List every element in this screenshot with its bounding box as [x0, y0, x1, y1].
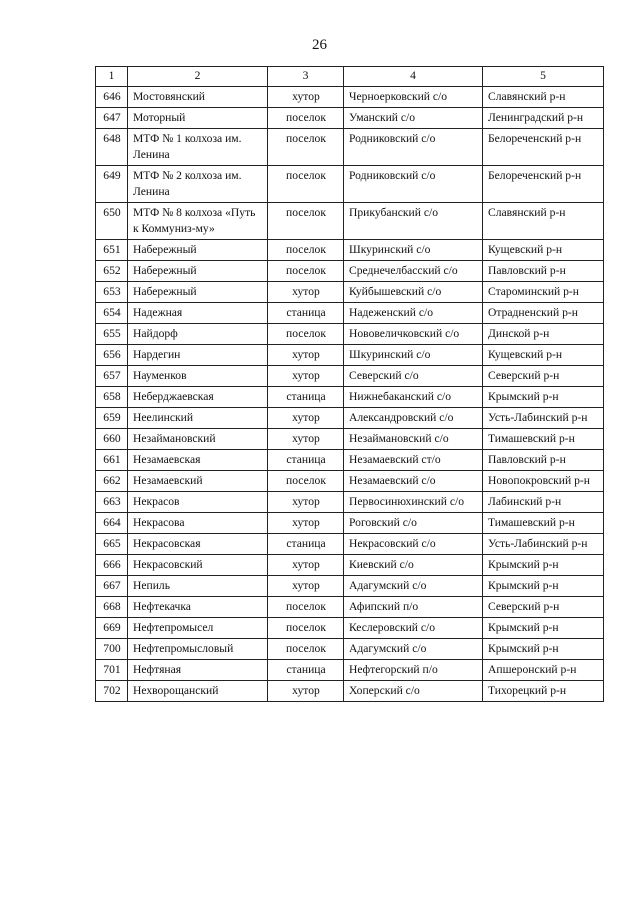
table-row [96, 513, 604, 534]
district: Усть-Лабинский р-н [483, 408, 604, 429]
column-header: 4 [344, 67, 483, 87]
settlement-type: хутор [268, 555, 344, 576]
district: Староминский р-н [483, 282, 604, 303]
settlement-type: поселок [268, 471, 344, 492]
administrative-unit: Уманский с/о [344, 108, 483, 129]
table-header-row [96, 67, 604, 87]
settlement-type: хутор [268, 576, 344, 597]
district: Крымский р-н [483, 639, 604, 660]
administrative-unit: Родниковский с/о [344, 129, 483, 166]
table-row [96, 108, 604, 129]
district: Белореченский р-н [483, 129, 604, 166]
table-row [96, 618, 604, 639]
row-number: 655 [96, 324, 128, 345]
district: Тимашевский р-н [483, 513, 604, 534]
administrative-unit: Надеженский с/о [344, 303, 483, 324]
table-row [96, 597, 604, 618]
district: Крымский р-н [483, 576, 604, 597]
settlement-name: Нефтепромысловый [128, 639, 268, 660]
district: Лабинский р-н [483, 492, 604, 513]
administrative-unit: Роговский с/о [344, 513, 483, 534]
settlement-name: Науменков [128, 366, 268, 387]
settlement-name: Незамаевский [128, 471, 268, 492]
table-row [96, 129, 604, 166]
row-number: 701 [96, 660, 128, 681]
row-number: 648 [96, 129, 128, 166]
settlement-name: Надежная [128, 303, 268, 324]
settlement-name: Некрасовская [128, 534, 268, 555]
table-row [96, 681, 604, 702]
administrative-unit: Куйбышевский с/о [344, 282, 483, 303]
settlement-name: Некрасовский [128, 555, 268, 576]
row-number: 662 [96, 471, 128, 492]
district: Северский р-н [483, 366, 604, 387]
table-row [96, 576, 604, 597]
row-number: 668 [96, 597, 128, 618]
row-number: 658 [96, 387, 128, 408]
administrative-unit: Родниковский с/о [344, 166, 483, 203]
settlement-name: МТФ № 8 колхоза «Путь к Коммуниз-му» [128, 203, 268, 240]
table-row [96, 345, 604, 366]
column-header: 2 [128, 67, 268, 87]
table-row [96, 166, 604, 203]
district: Павловский р-н [483, 450, 604, 471]
district: Динской р-н [483, 324, 604, 345]
table-body [96, 87, 604, 702]
administrative-unit: Незаймановский с/о [344, 429, 483, 450]
administrative-unit: Незамаевский ст/о [344, 450, 483, 471]
settlement-name: Набережный [128, 282, 268, 303]
table-row [96, 534, 604, 555]
settlement-type: хутор [268, 681, 344, 702]
district: Кущевский р-н [483, 345, 604, 366]
column-header: 5 [483, 67, 604, 87]
settlement-name: Нефтяная [128, 660, 268, 681]
row-number: 661 [96, 450, 128, 471]
administrative-unit: Нефтегорский п/о [344, 660, 483, 681]
table-row [96, 261, 604, 282]
settlement-type: поселок [268, 166, 344, 203]
administrative-unit: Некрасовский с/о [344, 534, 483, 555]
district: Ленинградский р-н [483, 108, 604, 129]
table-row [96, 660, 604, 681]
settlement-name: Незаймановский [128, 429, 268, 450]
administrative-unit: Незамаевский с/о [344, 471, 483, 492]
column-header: 1 [96, 67, 128, 87]
administrative-unit: Александровский с/о [344, 408, 483, 429]
table-row [96, 282, 604, 303]
settlement-name: Найдорф [128, 324, 268, 345]
settlement-name: Нефтекачка [128, 597, 268, 618]
row-number: 660 [96, 429, 128, 450]
row-number: 665 [96, 534, 128, 555]
settlement-type: поселок [268, 324, 344, 345]
row-number: 666 [96, 555, 128, 576]
settlement-name: Нефтепромысел [128, 618, 268, 639]
row-number: 669 [96, 618, 128, 639]
table-row [96, 555, 604, 576]
row-number: 659 [96, 408, 128, 429]
settlements-table [95, 66, 604, 702]
administrative-unit: Шкуринский с/о [344, 240, 483, 261]
district: Северский р-н [483, 597, 604, 618]
settlement-type: станица [268, 660, 344, 681]
table-row [96, 429, 604, 450]
administrative-unit: Шкуринский с/о [344, 345, 483, 366]
settlement-type: станица [268, 387, 344, 408]
settlement-type: хутор [268, 366, 344, 387]
settlement-type: станица [268, 534, 344, 555]
row-number: 700 [96, 639, 128, 660]
settlement-name: Набережный [128, 261, 268, 282]
settlement-name: МТФ № 1 колхоза им. Ленина [128, 129, 268, 166]
page-number: 26 [312, 37, 327, 53]
table-row [96, 324, 604, 345]
settlement-type: поселок [268, 597, 344, 618]
row-number: 651 [96, 240, 128, 261]
table-row [96, 203, 604, 240]
row-number: 664 [96, 513, 128, 534]
row-number: 653 [96, 282, 128, 303]
table-row [96, 366, 604, 387]
settlement-name: Набережный [128, 240, 268, 261]
settlement-type: хутор [268, 87, 344, 108]
table-row [96, 87, 604, 108]
district: Апшеронский р-н [483, 660, 604, 681]
row-number: 654 [96, 303, 128, 324]
table-row [96, 303, 604, 324]
settlement-name: Незамаевская [128, 450, 268, 471]
settlement-name: Неберджаевская [128, 387, 268, 408]
district: Крымский р-н [483, 555, 604, 576]
district: Славянский р-н [483, 87, 604, 108]
settlement-type: станица [268, 450, 344, 471]
settlement-type: поселок [268, 261, 344, 282]
settlement-type: поселок [268, 618, 344, 639]
administrative-unit: Адагумский с/о [344, 576, 483, 597]
row-number: 652 [96, 261, 128, 282]
administrative-unit: Прикубанский с/о [344, 203, 483, 240]
district: Новопокровский р-н [483, 471, 604, 492]
district: Крымский р-н [483, 618, 604, 639]
district: Павловский р-н [483, 261, 604, 282]
administrative-unit: Адагумский с/о [344, 639, 483, 660]
settlement-type: хутор [268, 513, 344, 534]
administrative-unit: Кеслеровский с/о [344, 618, 483, 639]
settlement-type: поселок [268, 639, 344, 660]
administrative-unit: Нововеличковский с/о [344, 324, 483, 345]
table-row [96, 471, 604, 492]
row-number: 657 [96, 366, 128, 387]
table-row [96, 639, 604, 660]
administrative-unit: Киевский с/о [344, 555, 483, 576]
administrative-unit: Северский с/о [344, 366, 483, 387]
row-number: 663 [96, 492, 128, 513]
table-row [96, 450, 604, 471]
settlement-name: Некрасова [128, 513, 268, 534]
settlement-type: хутор [268, 345, 344, 366]
settlement-name: Непиль [128, 576, 268, 597]
settlement-name: Моторный [128, 108, 268, 129]
settlement-type: хутор [268, 429, 344, 450]
district: Тихорецкий р-н [483, 681, 604, 702]
administrative-unit: Первосинюхинский с/о [344, 492, 483, 513]
district: Отрадненский р-н [483, 303, 604, 324]
settlement-type: поселок [268, 203, 344, 240]
table-row [96, 492, 604, 513]
settlement-name: Мостовянский [128, 87, 268, 108]
settlement-name: Некрасов [128, 492, 268, 513]
row-number: 649 [96, 166, 128, 203]
settlement-name: МТФ № 2 колхоза им. Ленина [128, 166, 268, 203]
table-row [96, 387, 604, 408]
administrative-unit: Хоперский с/о [344, 681, 483, 702]
row-number: 650 [96, 203, 128, 240]
column-header: 3 [268, 67, 344, 87]
table-row [96, 408, 604, 429]
administrative-unit: Черноерковский с/о [344, 87, 483, 108]
administrative-unit: Среднечелбасский с/о [344, 261, 483, 282]
settlement-type: станица [268, 303, 344, 324]
settlement-type: поселок [268, 240, 344, 261]
settlement-type: поселок [268, 108, 344, 129]
district: Славянский р-н [483, 203, 604, 240]
district: Белореченский р-н [483, 166, 604, 203]
administrative-unit: Нижнебаканский с/о [344, 387, 483, 408]
settlement-name: Нехворощанский [128, 681, 268, 702]
settlement-type: поселок [268, 129, 344, 166]
administrative-unit: Афипский п/о [344, 597, 483, 618]
settlement-type: хутор [268, 492, 344, 513]
district: Тимашевский р-н [483, 429, 604, 450]
settlement-name: Нардегин [128, 345, 268, 366]
row-number: 667 [96, 576, 128, 597]
row-number: 647 [96, 108, 128, 129]
settlement-type: хутор [268, 408, 344, 429]
row-number: 702 [96, 681, 128, 702]
table-row [96, 240, 604, 261]
row-number: 656 [96, 345, 128, 366]
settlement-type: хутор [268, 282, 344, 303]
row-number: 646 [96, 87, 128, 108]
district: Крымский р-н [483, 387, 604, 408]
district: Усть-Лабинский р-н [483, 534, 604, 555]
district: Кущевский р-н [483, 240, 604, 261]
settlement-name: Неелинский [128, 408, 268, 429]
